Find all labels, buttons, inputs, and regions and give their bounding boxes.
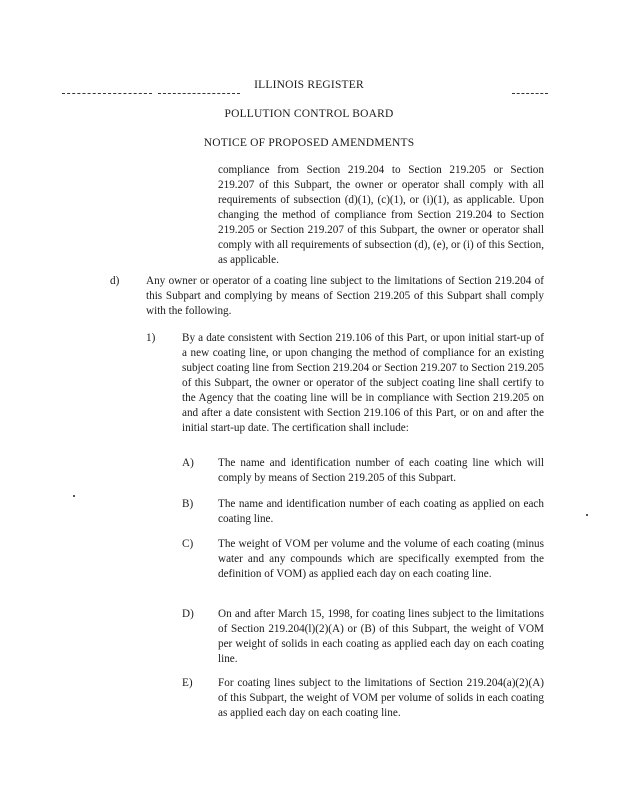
- item-1-text: By a date consistent with Section 219.106 of this Part, or upon initial start-up of a new coating line, or upon changing the method of compliance for an existing subject coating line from Section 219.204 or Section 219.207 to Section 219.205 of this Subpart, the owner or operator of the subject coating line shall certify to the Agency that the coating line will be in compliance with Section 219.205 on and after a date consistent with Section 219.106 of this Part, or on and after the initial start-up date. The certification shall include:: [182, 332, 544, 434]
- register-title: ILLINOIS REGISTER: [254, 79, 364, 91]
- item-1-label: 1): [146, 332, 156, 344]
- sub-item-b-label: B): [182, 498, 194, 510]
- item-d-label: d): [110, 275, 120, 287]
- sub-item-a-label: A): [182, 457, 194, 469]
- sub-item-d-text: On and after March 15, 1998, for coating lines subject to the limitations of Section 219.204(l)(2)(A) or (B) of this Subpart, the weight of VOM per weight of solids in each coating as applied each day on each coating line.: [218, 608, 544, 665]
- sub-item-a-text: The name and identification number of each coating line which will comply by means of Section 219.205 of this Subpart.: [218, 457, 544, 484]
- item-d-text: Any owner or operator of a coating line subject to the limitations of Section 219.204 of this Subpart and complying by means of Section 219.205 of this Subpart shall comply with the following.: [146, 275, 544, 317]
- notice-title: NOTICE OF PROPOSED AMENDMENTS: [203, 137, 415, 149]
- sub-item-c-label: C): [182, 538, 194, 550]
- header-rule-right: [512, 93, 548, 94]
- header-rule-left: [62, 93, 152, 94]
- header-rule-left-2: [158, 93, 240, 94]
- continuation-paragraph: compliance from Section 219.204 to Section 219.205 or Section 219.207 of this Subpart, the owner or operator shall comply with all requirements of subsection (d)(1), (c)(1), or (i)(1), as applicable. Upon changing the method of compliance from Section 219.204 to Section 219.205 or Section 219.207 of this Subpart, the owner or operator shall comply with all requirements of subsection (d), (e), or (i) of this Section, as applicable.: [218, 164, 544, 266]
- sub-item-c-text: The weight of VOM per volume and the volume of each coating (minus water and any compounds which are specifically exempted from the definition of VOM) as applied each day on each coating line.: [218, 538, 544, 580]
- sub-item-e-label: E): [182, 677, 193, 689]
- sub-item-b-text: The name and identification number of each coating as applied on each coating line.: [218, 498, 544, 525]
- scan-speck: [73, 495, 75, 497]
- scan-speck: [586, 514, 588, 516]
- sub-item-d-label: D): [182, 608, 194, 620]
- board-name: POLLUTION CONTROL BOARD: [224, 108, 394, 120]
- sub-item-e-text: For coating lines subject to the limitations of Section 219.204(a)(2)(A) of this Subpart, the weight of VOM per volume of solids in each coating as applied each day on each coating line.: [218, 677, 544, 719]
